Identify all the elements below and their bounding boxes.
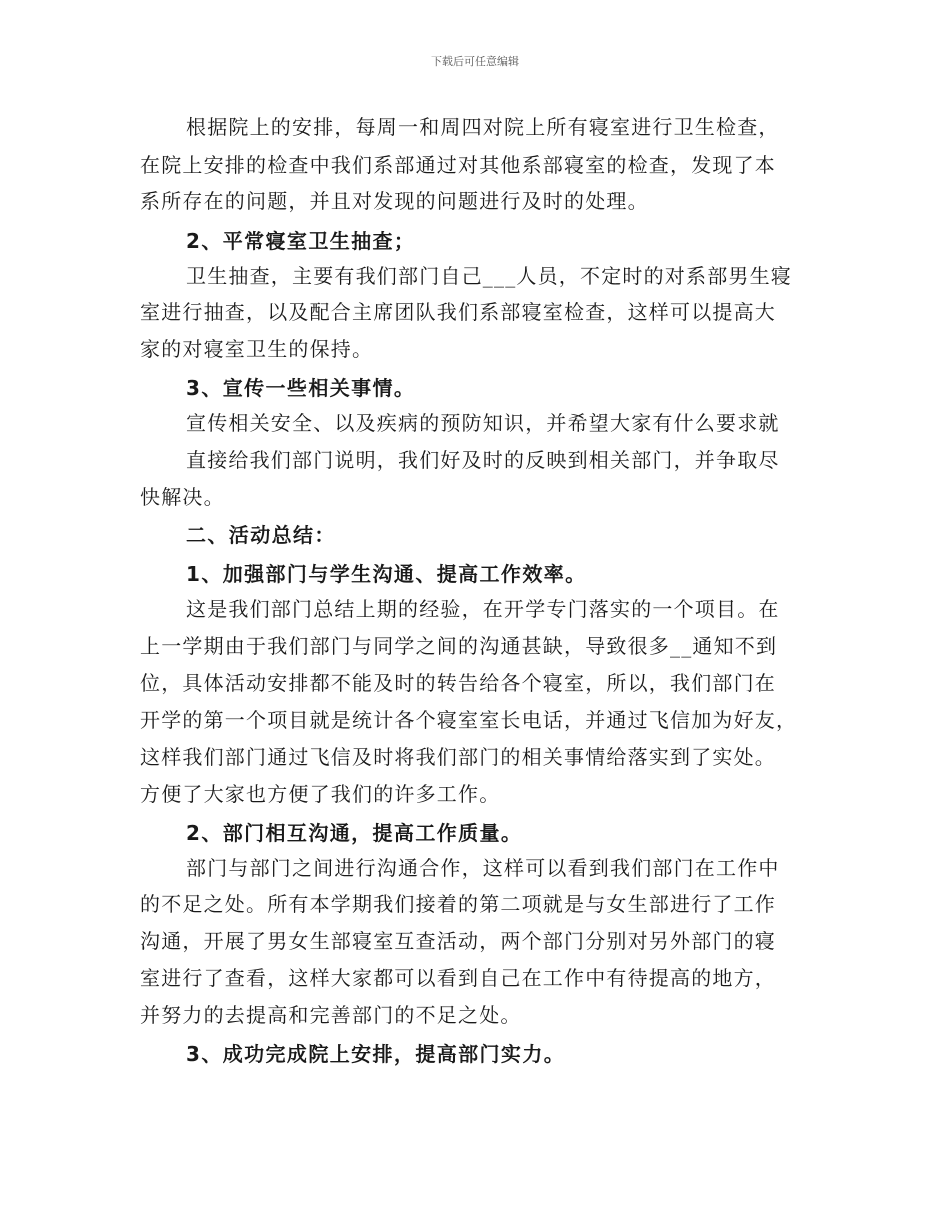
body-line: 在院上安排的检查中我们系部通过对其他系部寝室的检查，发现了本	[140, 153, 776, 177]
body-line: 沟通，开展了男女生部寝室互查活动，两个部门分别对另外部门的寝	[140, 929, 776, 953]
body-line: 室进行了查看，这样大家都可以看到自己在工作中有待提高的地方，	[140, 966, 776, 990]
body-line: 部门与部门之间进行沟通合作，这样可以看到我们部门在工作中	[186, 856, 780, 880]
section-heading: 3、成功完成院上安排，提高部门实力。	[186, 1042, 566, 1066]
body-line: 直接给我们部门说明，我们好及时的反映到相关部门，并争取尽	[186, 448, 780, 472]
body-line: 系所存在的问题，并且对发现的问题进行及时的处理。	[140, 189, 649, 213]
body-line: 方便了大家也方便了我们的许多工作。	[140, 782, 501, 806]
body-line: 根据院上的安排，每周一和周四对院上所有寝室进行卫生检查，	[186, 115, 780, 139]
body-line: 室进行抽查，以及配合主席团队我们系部寝室检查，这样可以提高大	[140, 300, 776, 324]
body-line: 的不足之处。所有本学期我们接着的第二项就是与女生部进行了工作	[140, 892, 776, 916]
body-line: 卫生抽查，主要有我们部门自己___人员，不定时的对系部男生寝	[186, 264, 792, 288]
body-line: 并努力的去提高和完善部门的不足之处。	[140, 1003, 522, 1027]
section-heading: 3、宣传一些相关事情。	[186, 376, 416, 400]
section-heading: 2、平常寝室卫生抽查；	[186, 229, 416, 253]
section-heading: 1、加强部门与学生沟通、提高工作效率。	[186, 562, 587, 586]
body-line: 家的对寝室卫生的保持。	[140, 337, 374, 361]
page-header: 下载后可任意编辑	[431, 55, 519, 68]
body-line: 上一学期由于我们部门与同学之间的沟通甚缺，导致很多__通知不到	[140, 634, 778, 658]
section-heading: 2、部门相互沟通，提高工作质量。	[186, 821, 523, 845]
body-line: 开学的第一个项目就是统计各个寝室室长电话，并通过飞信加为好友，	[140, 708, 798, 732]
body-line: 这样我们部门通过飞信及时将我们部门的相关事情给落实到了实处。	[140, 745, 776, 769]
body-line: 宣传相关安全、以及疾病的预防知识，并希望大家有什么要求就	[186, 411, 780, 435]
body-line: 快解决。	[140, 485, 225, 509]
section-heading: 二、活动总结：	[186, 523, 336, 547]
body-line: 这是我们部门总结上期的经验，在开学专门落实的一个项目。在	[186, 597, 780, 621]
body-line: 位，具体活动安排都不能及时的转告给各个寝室，所以，我们部门在	[140, 671, 776, 695]
